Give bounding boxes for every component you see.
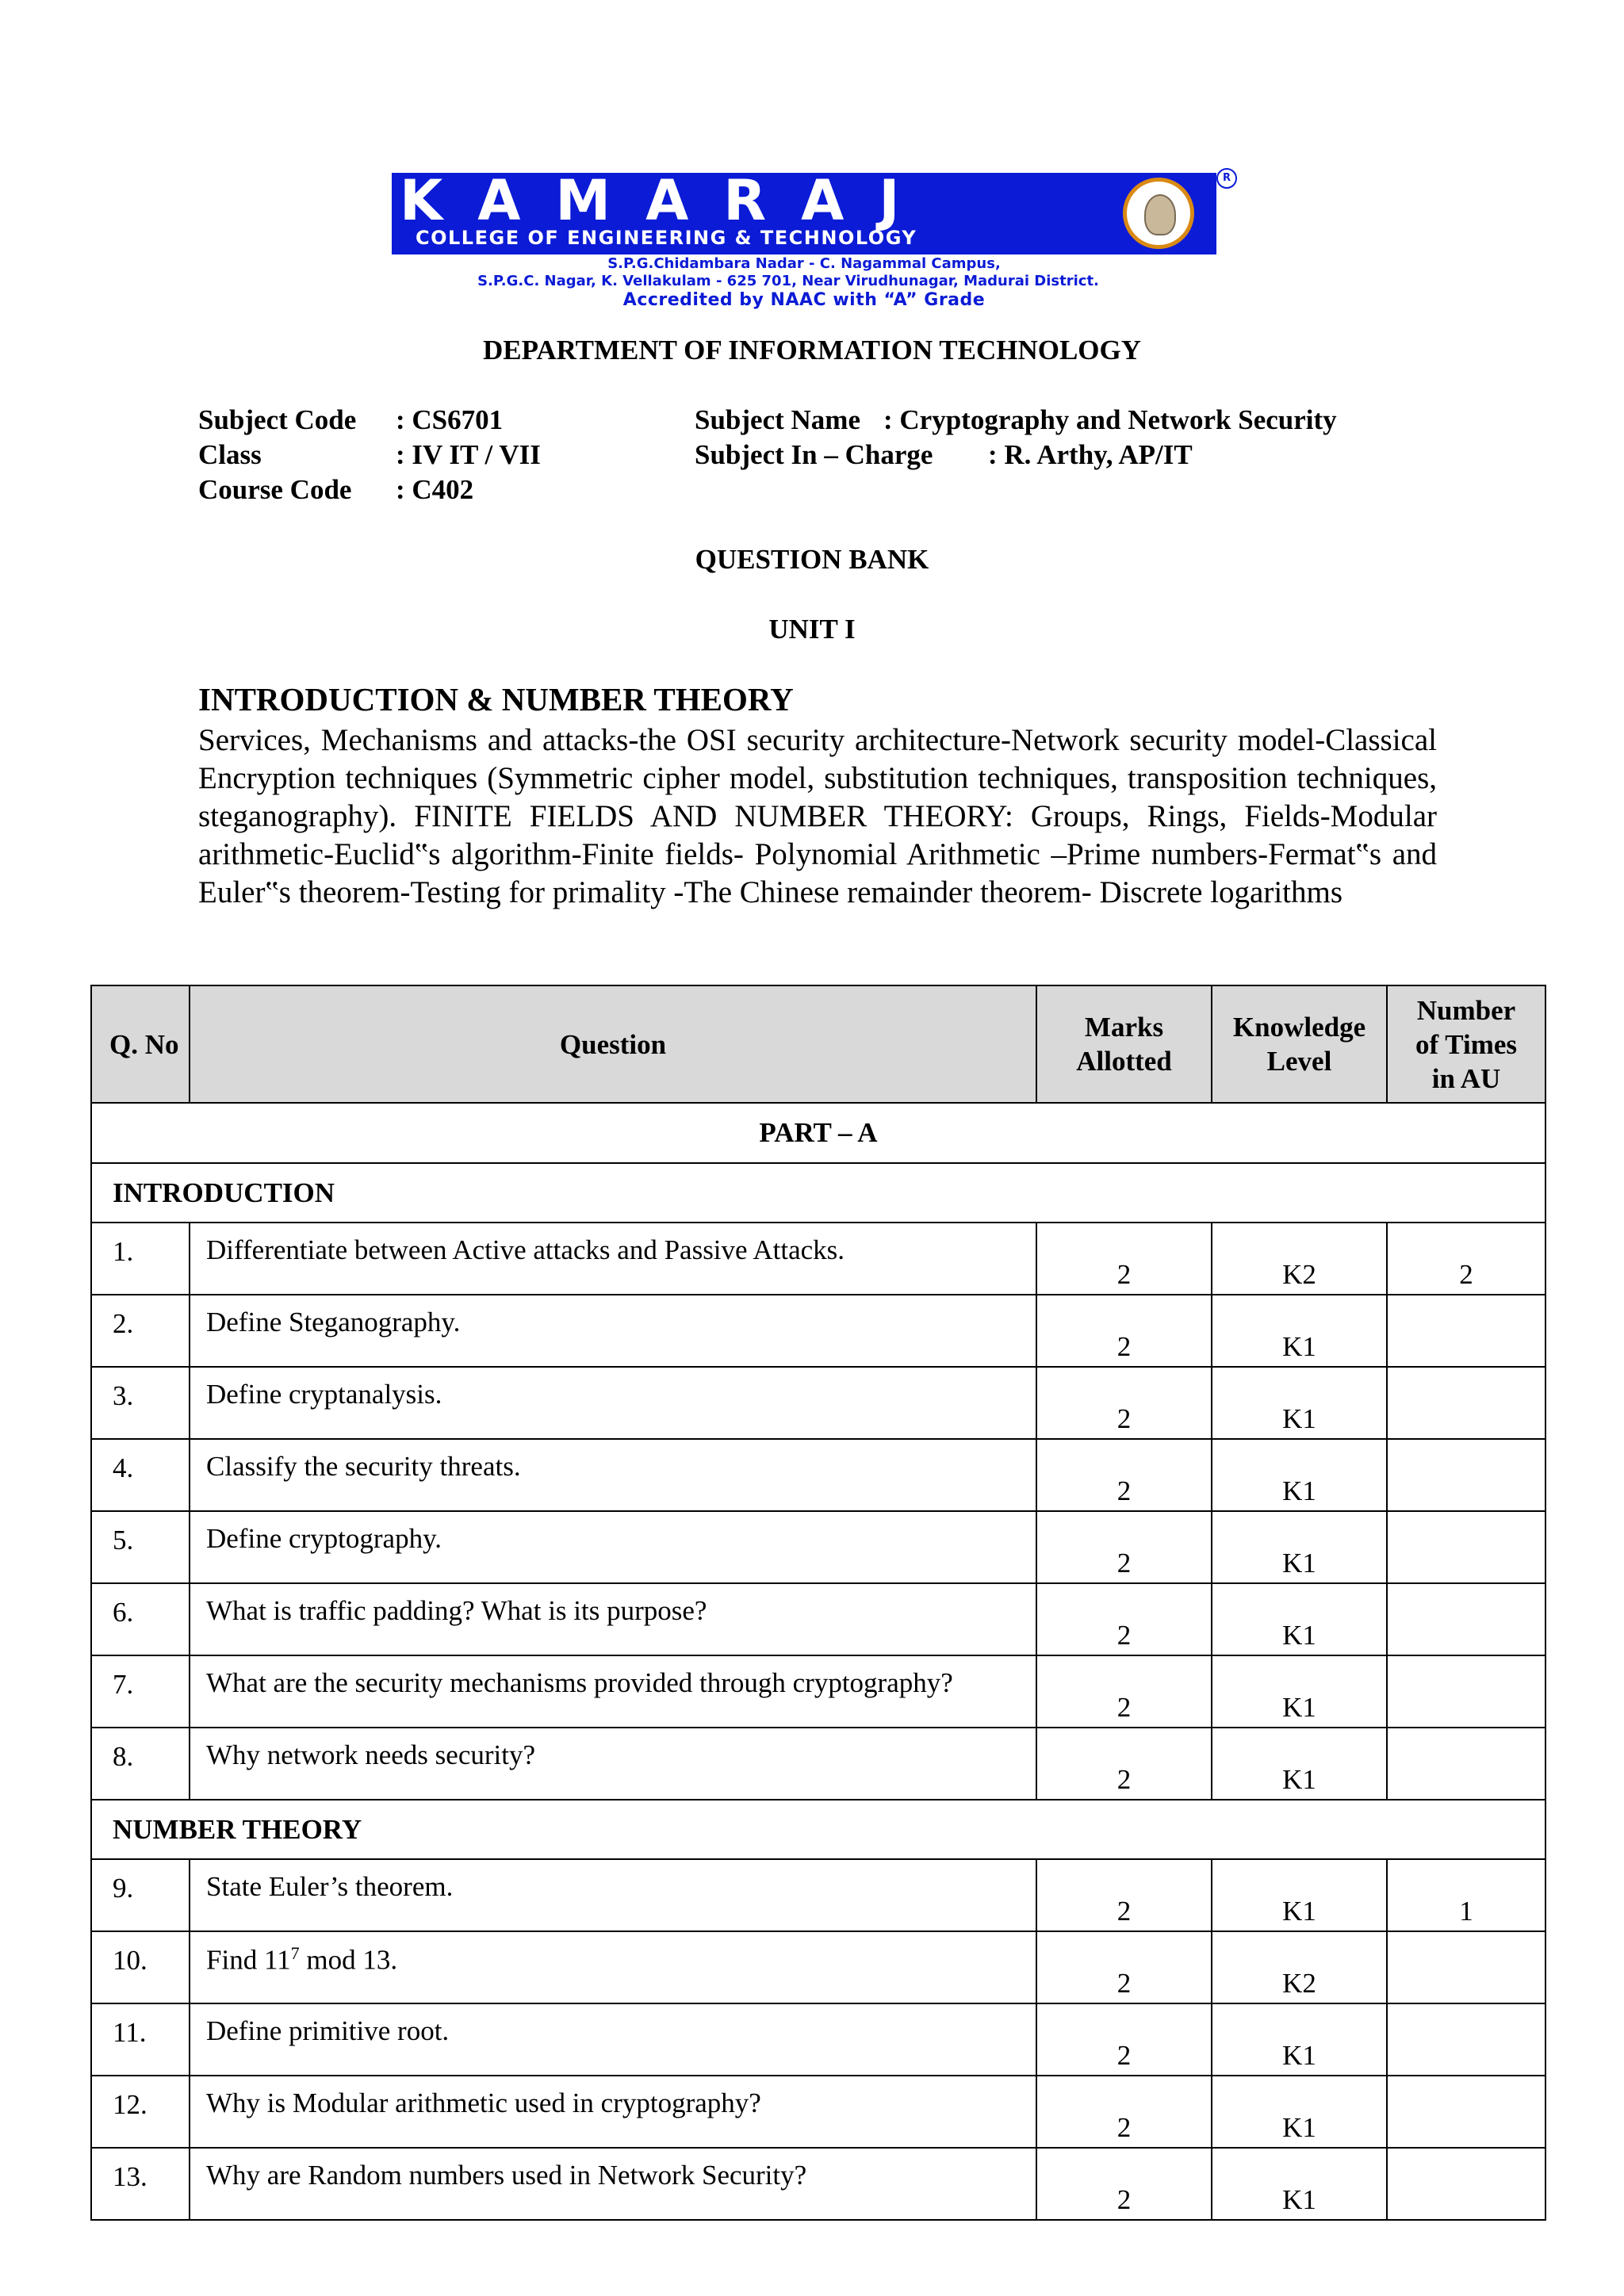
times-in-au-cell	[1387, 1439, 1545, 1511]
marks-cell: 2	[1036, 1511, 1212, 1583]
table-row	[91, 2076, 1545, 2148]
logo-college-name: KAMARAJ	[400, 173, 935, 233]
header-times-line2: of Times	[1415, 1028, 1518, 1060]
header-knowledge	[1212, 985, 1387, 1103]
section-row-introduction	[91, 1163, 1545, 1223]
subject-name-value: : Cryptography and Network Security	[883, 404, 1337, 435]
table-row	[91, 1931, 1545, 2003]
header-qno: Q. No	[91, 985, 190, 1103]
question-text	[190, 1931, 1036, 2003]
header-times	[1387, 985, 1545, 1103]
times-in-au-cell	[1387, 1931, 1545, 2003]
knowledge-level-cell: K1	[1212, 1859, 1387, 1931]
question-text: Classify the security threats.	[190, 1439, 1036, 1511]
knowledge-level-cell: K1	[1212, 1511, 1387, 1583]
table-row	[91, 1367, 1545, 1439]
marks-cell: 2	[1036, 1583, 1212, 1655]
question-text: Define cryptanalysis.	[190, 1367, 1036, 1439]
knowledge-level-cell: K1	[1212, 2076, 1387, 2148]
syllabus-paragraph: Services, Mechanisms and attacks-the OSI security architecture-Network security model-Classical Encryption techniques (Symmetric cipher model, substitution techniques, transposition techniques, steganography). FINITE FIELDS AND NUMBER THEORY: Groups, Rings, Fields-Modular arithmetic-Euclid‟s algorithm-Finite fields- Polynomial Arithmetic –Prime numbers-Fermat‟s and Euler‟s theorem-Testing for primality -The Chinese remainder theorem- Discrete logarithms	[198, 723, 1437, 909]
question-text: Define Steganography.	[190, 1295, 1036, 1367]
marks-cell: 2	[1036, 1367, 1212, 1439]
table-row	[91, 2148, 1545, 2220]
question-text: What are the security mechanisms provided through cryptography?	[190, 1655, 1036, 1728]
question-text: Why is Modular arithmetic used in cryptography?	[190, 2076, 1036, 2148]
section-label-number-theory: NUMBER THEORY	[91, 1800, 1545, 1859]
document-title: QUESTION BANK	[695, 544, 929, 575]
question-text: Differentiate between Active attacks and Passive Attacks.	[190, 1223, 1036, 1295]
table-row	[91, 1511, 1545, 1583]
marks-cell: 2	[1036, 1439, 1212, 1511]
section-label-introduction: INTRODUCTION	[91, 1163, 1545, 1223]
marks-cell: 2	[1036, 1223, 1212, 1295]
times-in-au-cell	[1387, 1511, 1545, 1583]
unit-title: INTRODUCTION & NUMBER THEORY	[198, 681, 794, 718]
exponent: 7	[290, 1943, 300, 1963]
question-number: 10.	[91, 1931, 190, 2003]
college-seal-icon	[1123, 178, 1194, 249]
part-label: PART – A	[91, 1103, 1545, 1163]
department-title: DEPARTMENT OF INFORMATION TECHNOLOGY	[482, 335, 1142, 365]
question-text-prefix: Find 11	[206, 1944, 291, 1976]
marks-cell: 2	[1036, 2076, 1212, 2148]
marks-cell: 2	[1036, 1859, 1212, 1931]
table-row	[91, 1223, 1545, 1295]
logo-accreditation-line: Accredited by NAAC with “A” Grade	[622, 290, 986, 310]
table-row	[91, 1583, 1545, 1655]
question-number: 2.	[91, 1295, 190, 1367]
question-number: 12.	[91, 2076, 190, 2148]
subject-incharge-label: Subject In – Charge	[695, 439, 933, 470]
table-row	[91, 1728, 1545, 1800]
course-code-value: : C402	[396, 474, 474, 505]
header-question: Question	[190, 985, 1036, 1103]
course-code-label: Course Code	[198, 474, 352, 505]
table-row	[91, 2003, 1545, 2076]
knowledge-level-cell: K1	[1212, 1655, 1387, 1728]
times-in-au-cell	[1387, 2076, 1545, 2148]
question-text: Why network needs security?	[190, 1728, 1036, 1800]
question-number: 4.	[91, 1439, 190, 1511]
knowledge-level-cell: K1	[1212, 2148, 1387, 2220]
question-number: 8.	[91, 1728, 190, 1800]
header-times-line3: in AU	[1431, 1062, 1501, 1094]
section-row-number-theory	[91, 1800, 1545, 1859]
marks-cell: 2	[1036, 1655, 1212, 1728]
question-text: Why are Random numbers used in Network Security?	[190, 2148, 1036, 2220]
knowledge-level-cell: K1	[1212, 2003, 1387, 2076]
question-number: 9.	[91, 1859, 190, 1931]
knowledge-level-cell: K1	[1212, 1439, 1387, 1511]
header-knowledge-line2: Level	[1266, 1046, 1332, 1077]
knowledge-level-cell: K1	[1212, 1728, 1387, 1800]
question-number: 5.	[91, 1511, 190, 1583]
table-row	[91, 1859, 1545, 1931]
question-text: What is traffic padding? What is its purpose?	[190, 1583, 1036, 1655]
header-marks	[1036, 985, 1212, 1103]
times-in-au-cell	[1387, 1295, 1545, 1367]
marks-cell: 2	[1036, 2003, 1212, 2076]
knowledge-level-cell: K1	[1212, 1367, 1387, 1439]
marks-cell: 2	[1036, 1295, 1212, 1367]
header-marks-line2: Allotted	[1076, 1046, 1172, 1077]
marks-cell: 2	[1036, 1728, 1212, 1800]
knowledge-level-cell: K2	[1212, 1223, 1387, 1295]
class-value: : IV IT / VII	[396, 439, 541, 470]
question-number: 7.	[91, 1655, 190, 1728]
unit-heading: UNIT I	[768, 614, 856, 645]
question-text: Define primitive root.	[190, 2003, 1036, 2076]
question-text: State Euler’s theorem.	[190, 1859, 1036, 1931]
logo-address-line: S.P.G.C. Nagar, K. Vellakulam - 625 701, Near Virudhunagar, Madurai District.	[477, 273, 1099, 289]
times-in-au-cell	[1387, 1583, 1545, 1655]
table-row	[91, 1439, 1545, 1511]
subject-code-label: Subject Code	[198, 404, 357, 435]
logo-college-subtitle: COLLEGE OF ENGINEERING & TECHNOLOGY	[416, 227, 917, 249]
question-number: 3.	[91, 1367, 190, 1439]
question-number: 13.	[91, 2148, 190, 2220]
knowledge-level-cell: K1	[1212, 1295, 1387, 1367]
times-in-au-cell: 1	[1387, 1859, 1545, 1931]
header-marks-line1: Marks	[1084, 1012, 1164, 1043]
question-number: 1.	[91, 1223, 190, 1295]
times-in-au-cell	[1387, 2003, 1545, 2076]
table-row	[91, 1655, 1545, 1728]
college-logo	[392, 173, 1248, 316]
times-in-au-cell	[1387, 1367, 1545, 1439]
question-text-suffix: mod 13.	[299, 1944, 398, 1976]
marks-cell: 2	[1036, 1931, 1212, 2003]
table-row	[91, 1295, 1545, 1367]
knowledge-level-cell: K2	[1212, 1931, 1387, 2003]
header-knowledge-line1: Knowledge	[1232, 1012, 1366, 1043]
question-text: Define cryptography.	[190, 1511, 1036, 1583]
times-in-au-cell	[1387, 1728, 1545, 1800]
class-label: Class	[198, 439, 262, 470]
question-number: 11.	[91, 2003, 190, 2076]
subject-incharge-value: : R. Arthy, AP/IT	[988, 439, 1193, 470]
times-in-au-cell	[1387, 1655, 1545, 1728]
logo-campus-line: S.P.G.Chidambara Nadar - C. Nagammal Campus,	[607, 255, 1001, 272]
subject-code-value: : CS6701	[396, 404, 504, 435]
marks-cell: 2	[1036, 2148, 1212, 2220]
part-row	[91, 1103, 1545, 1163]
subject-name-label: Subject Name	[695, 404, 860, 435]
knowledge-level-cell: K1	[1212, 1583, 1387, 1655]
question-bank-table	[90, 985, 1546, 2221]
times-in-au-cell	[1387, 2148, 1545, 2220]
table-header-row	[91, 985, 1545, 1103]
times-in-au-cell: 2	[1387, 1223, 1545, 1295]
header-times-line1: Number	[1416, 994, 1516, 1026]
registered-mark-icon: R	[1216, 168, 1237, 189]
question-number: 6.	[91, 1583, 190, 1655]
logo-banner	[392, 173, 1216, 254]
